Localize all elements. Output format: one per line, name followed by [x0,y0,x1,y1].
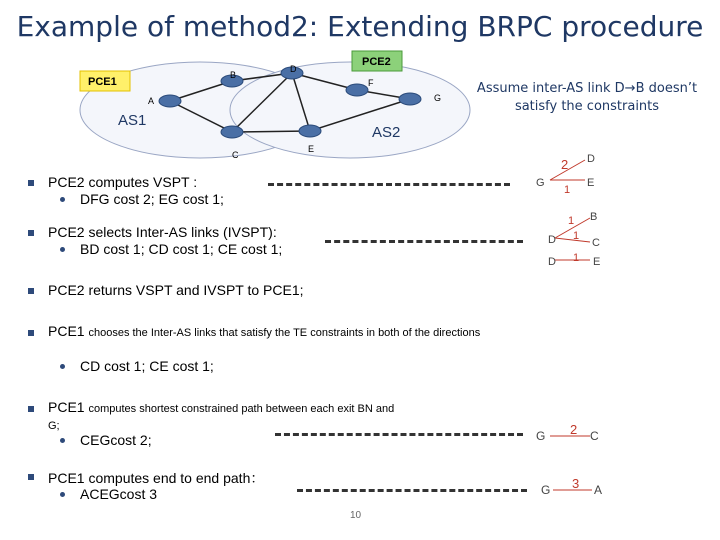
mini-graph-1 [530,150,620,200]
mini-g4-weight: 3 [572,476,580,491]
mini-g2-node-c: C [592,237,600,249]
sub-bullet-marker [60,247,65,252]
bullet-marker [28,288,34,294]
mini-g2-node-e: E [593,256,601,268]
router-e [299,125,321,137]
mini-g2-node-b: B [590,211,598,223]
pce1-label: PCE1 [88,76,117,88]
bullet-marker [28,406,34,412]
bullet-4-lead: PCE1 [48,323,89,339]
bullet-6-text: PCE1 computes end to end path： [48,470,265,486]
bullet-2-sub: BD cost 1; CD cost 1; CE cost 1; [80,241,283,257]
bullet-4-sub: CD cost 1; CE cost 1; [80,358,214,374]
dashed-line [325,240,523,243]
bullet-marker [28,330,34,336]
bullet-5-lead: PCE1 [48,399,89,415]
bullet-3-text: PCE2 returns VSPT and IVSPT to PCE1; [48,282,304,298]
bullet-4-text [48,324,488,341]
pce2-label: PCE2 [362,56,391,68]
bullet-5-rest: computes shortest constrained path between each exit BN and G; [48,403,395,432]
mini-g1-weight-1: 2 [561,157,569,172]
node-label-e: E [308,144,315,154]
dashed-line [275,433,523,436]
dashed-line [297,489,527,492]
router-g [399,93,421,105]
bullet-5-text [48,400,408,434]
mini-g4-node-a: A [594,483,603,497]
mini-g3-node-c: C [590,429,599,443]
mini-g1-node-d: D [587,153,595,165]
mini-g3-node-g: G [536,429,546,443]
dashed-line [268,183,510,186]
node-label-a: A [148,96,155,106]
router-a [159,95,181,107]
mini-g4-node-g: G [541,483,551,497]
bullet-marker [28,230,34,236]
bullet-5-sub: CEGcost 2; [80,432,152,448]
constraint-note: Assume inter-AS link D→B doesn’t satisfy the constraints [476,81,698,114]
sub-bullet-marker [60,197,65,202]
node-label-g: G [434,93,442,103]
bullet-1-text: PCE2 computes VSPT : [48,174,198,190]
bullet-marker [28,474,34,480]
node-label-c: C [232,150,239,160]
sub-bullet-marker [60,492,65,497]
bullet-1-sub: DFG cost 2; EG cost 1; [80,191,224,207]
router-f [346,84,368,96]
page-number: 10 [350,510,362,521]
node-label-f: F [368,78,374,88]
bullet-2-text: PCE2 selects Inter-AS links (IVSPT): [48,224,277,240]
node-label-b: B [230,70,237,80]
mini-g1-weight-2: 1 [564,184,571,196]
router-c [221,126,243,138]
as1-label: AS1 [118,112,147,129]
mini-g2-weight-3: 1 [573,252,580,264]
bullet-6-sub: ACEGcost 3 [80,486,158,502]
node-label-d: D [290,64,297,74]
slide-title: Example of method2: Extending BRPC procedure [16,10,704,43]
network-diagram [60,45,480,165]
sub-bullet-marker [60,364,65,369]
mini-g2-weight-1: 1 [568,215,575,227]
bullet-marker [28,180,34,186]
mini-g1-node-e: E [587,177,595,189]
as2-label: AS2 [372,124,401,141]
mini-g3-weight: 2 [570,422,578,437]
mini-g2-weight-2: 1 [573,230,580,242]
mini-g1-node-g: G [536,177,545,189]
sub-bullet-marker [60,438,65,443]
bullet-4-rest: chooses the Inter-AS links that satisfy the TE constraints in both of the directions [88,327,481,339]
mini-g2-node-d2: D [548,256,556,268]
mini-g2-node-d1: D [548,234,556,246]
